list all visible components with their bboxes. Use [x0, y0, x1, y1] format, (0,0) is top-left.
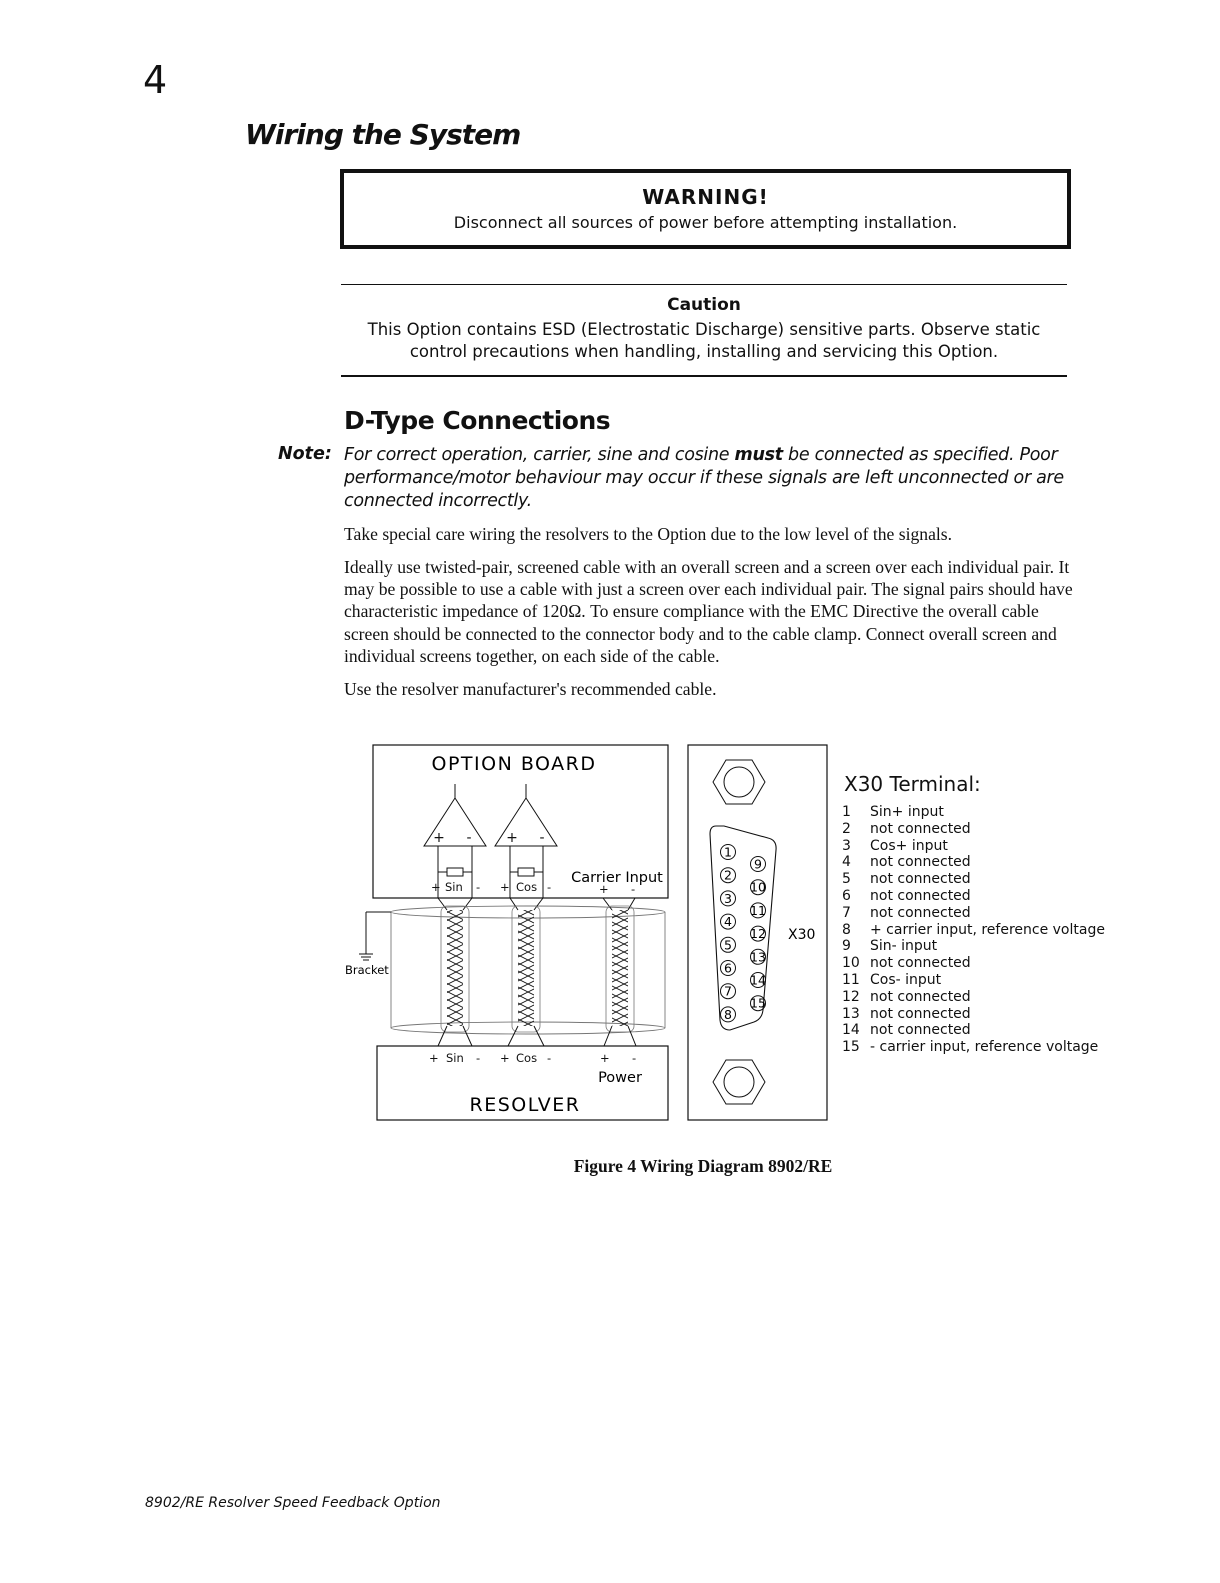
cos-label: Cos	[516, 880, 538, 894]
terminal-pin-description: not connected	[870, 871, 971, 888]
terminal-row	[842, 1022, 1105, 1039]
connector-pin-number: 15	[750, 995, 766, 1011]
resolver-cos-minus-label: -	[547, 1051, 552, 1065]
caution-title: Caution	[667, 295, 741, 315]
page-footer: 8902/RE Resolver Speed Feedback Option	[145, 1495, 441, 1511]
terminal-pin-description: not connected	[870, 887, 971, 904]
connector-pin	[750, 926, 766, 941]
terminal-pin-description: Sin- input	[870, 938, 938, 955]
resolver-sin-minus-label: -	[476, 1051, 481, 1065]
connector-pin	[750, 903, 766, 918]
terminal-pin-description: not connected	[870, 1005, 971, 1022]
body-paragraph: Use the resolver manufacturer's recommended cable.	[344, 679, 717, 699]
connector-pin	[721, 984, 736, 999]
amp-minus-sign: -	[466, 830, 472, 846]
terminal-pin-number: 7	[842, 904, 851, 921]
body-paragraph: Ideally use twisted-pair, screened cable with an overall screen and a screen over each individual pair. It may be possible to use a cable with just a screen over each individual pair. The signal pairs should have characteristic impedance of 120Ω. To ensure compliance with the EMC Directive the overall cable screen should be connected to the connector body and to the cable clamp. Connect overall screen and individual screens together, on each side of the cable.	[344, 557, 1073, 666]
connector-pin-number: 5	[724, 937, 732, 953]
terminal-pin-number: 4	[842, 854, 851, 871]
terminal-pin-number: 13	[842, 1005, 860, 1022]
resolver-cos-plus-label: +	[500, 1051, 510, 1065]
note-label: Note:	[278, 444, 332, 464]
terminal-pin-number: 12	[842, 988, 860, 1005]
terminal-pin-number: 3	[842, 837, 851, 854]
option-board-label: OPTION BOARD	[431, 753, 597, 775]
connector-pin	[721, 868, 736, 883]
terminal-pin-number: 2	[842, 820, 851, 837]
connector-pin	[721, 845, 736, 860]
resolver-power-minus-label: -	[632, 1051, 637, 1065]
terminal-row	[842, 938, 1105, 955]
connector-pin	[751, 857, 766, 872]
connector-pin-number: 6	[724, 960, 732, 976]
section-heading: D-Type Connections	[344, 406, 611, 435]
body-paragraph: Take special care wiring the resolvers to the Option due to the low level of the signals.	[344, 524, 953, 544]
carrier-plus-label: +	[599, 882, 609, 896]
terminal-pin-description: not connected	[870, 854, 971, 871]
connector-pin-number: 9	[754, 856, 762, 872]
connector-pins	[721, 845, 766, 1022]
connector-pin-number: 13	[750, 949, 766, 965]
connector-label: X30	[788, 927, 816, 943]
resolver-label: RESOLVER	[469, 1094, 581, 1116]
terminal-row	[842, 871, 1105, 888]
terminal-pin-number: 5	[842, 871, 851, 888]
amp-plus-sign: +	[506, 830, 518, 846]
resolver-power-plus-label: +	[600, 1051, 610, 1065]
resolver-sin-label: Sin	[446, 1051, 464, 1065]
terminal-pin-description: not connected	[870, 955, 971, 972]
terminal-pin-description: Cos- input	[870, 971, 942, 988]
connector-pin-number: 1	[724, 844, 732, 860]
terminal-pin-number: 15	[842, 1039, 860, 1056]
connector-pin	[721, 1007, 736, 1022]
power-label: Power	[598, 1070, 642, 1086]
connector-pin	[721, 914, 736, 929]
terminal-pin-description: Cos+ input	[870, 837, 948, 854]
terminal-pin-number: 10	[842, 955, 860, 972]
terminal-row	[842, 804, 1105, 821]
sin-label: Sin	[445, 880, 463, 894]
connector-pin	[721, 891, 736, 906]
warning-title: WARNING!	[642, 185, 769, 209]
cos-minus-label: -	[547, 880, 552, 894]
terminal-pin-description: not connected	[870, 820, 971, 837]
note-text-start: For correct operation, carrier, sine and cosine	[344, 445, 735, 465]
terminal-row	[842, 838, 1105, 855]
connector-pin-number: 4	[724, 914, 732, 930]
amp-plus-sign: +	[433, 830, 445, 846]
bracket-ground-symbol	[359, 912, 391, 960]
connector-pin	[750, 949, 766, 964]
terminal-row	[842, 854, 1105, 871]
connector-pin	[750, 996, 766, 1011]
resolver-sin-plus-label: +	[429, 1051, 439, 1065]
terminal-pin-description: not connected	[870, 904, 971, 921]
terminal-row	[842, 905, 1105, 922]
terminal-pin-number: 11	[842, 971, 860, 988]
page-title: Wiring the System	[245, 118, 521, 151]
terminal-row	[842, 1039, 1105, 1056]
terminal-pin-number: 1	[842, 804, 851, 820]
terminal-pin-number: 8	[842, 921, 851, 938]
terminal-row	[842, 821, 1105, 838]
terminal-row	[842, 972, 1105, 989]
connector-pin	[721, 937, 736, 952]
carrier-input-label: Carrier Input	[571, 870, 663, 886]
connector-pin-number: 7	[724, 983, 732, 999]
terminal-pin-description: + carrier input, reference voltage	[870, 921, 1105, 938]
terminal-heading: X30 Terminal:	[844, 772, 981, 796]
connector-pin-number: 14	[750, 972, 766, 988]
connector-pin	[721, 961, 736, 976]
sin-plus-label: +	[431, 880, 441, 894]
terminal-row	[842, 955, 1105, 972]
connector-pin-number: 11	[750, 902, 766, 918]
terminal-row	[842, 989, 1105, 1006]
connector-screw-icon	[713, 760, 765, 804]
note-emphasis: must	[734, 445, 783, 465]
connector-pin-number: 2	[724, 867, 732, 883]
terminal-row	[842, 1006, 1105, 1023]
terminal-row	[842, 922, 1105, 939]
amp-minus-sign: -	[539, 830, 545, 846]
figure-caption: Figure 4 Wiring Diagram 8902/RE	[573, 1156, 833, 1176]
terminal-pin-list	[842, 804, 1105, 1056]
warning-text: Disconnect all sources of power before attempting installation.	[453, 213, 958, 232]
sin-minus-label: -	[476, 880, 481, 894]
connector-pin-number: 12	[750, 926, 766, 942]
note-text-end: be connected as specified. Poor performance/motor behaviour may occur if these signals are left unconnected or are connected incorrectly.	[344, 445, 1064, 511]
caution-text: This Option contains ESD (Electrostatic Discharge) sensitive parts. Observe static control precautions when handling, installing and servicing this Option.	[367, 320, 1041, 361]
terminal-pin-description: not connected	[870, 1022, 971, 1039]
cos-twisted-pair	[508, 898, 544, 1046]
connector-pin-number: 3	[724, 890, 732, 906]
terminal-pin-description: Sin+ input	[870, 804, 944, 820]
connector-screw-icon	[713, 1060, 765, 1104]
terminal-pin-description: not connected	[870, 988, 971, 1005]
connector-pin	[750, 973, 766, 988]
bracket-label: Bracket	[345, 963, 389, 977]
terminal-pin-number: 6	[842, 887, 851, 904]
sin-twisted-pair	[438, 898, 472, 1046]
resolver-cos-label: Cos	[516, 1051, 538, 1065]
connector-pin-number: 10	[750, 879, 766, 895]
d-sub-shell-outline	[710, 826, 776, 1030]
carrier-minus-label: -	[631, 882, 636, 896]
connector-pin	[750, 880, 766, 895]
terminal-pin-number: 9	[842, 938, 851, 955]
cos-plus-label: +	[500, 880, 510, 894]
terminal-row	[842, 888, 1105, 905]
terminal-pin-number: 14	[842, 1022, 860, 1039]
chapter-number: 4	[143, 58, 168, 102]
terminal-pin-description: - carrier input, reference voltage	[870, 1039, 1099, 1056]
connector-pin-number: 8	[724, 1006, 732, 1022]
